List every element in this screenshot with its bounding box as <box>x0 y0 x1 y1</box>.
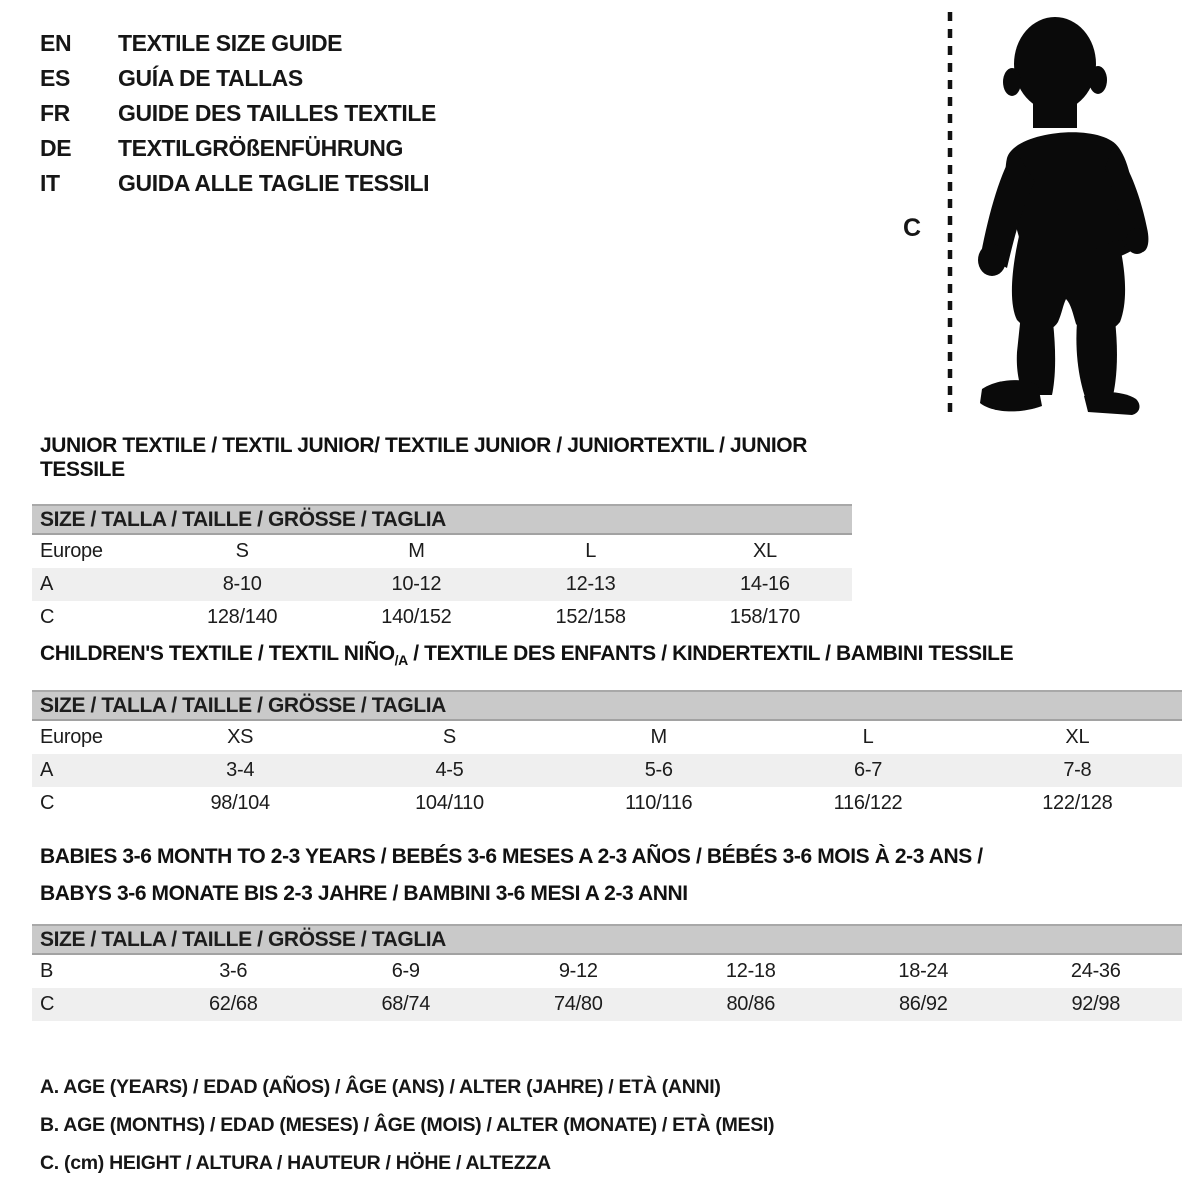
language-row-de <box>40 131 436 166</box>
table-row-europe <box>32 535 852 568</box>
language-title-list <box>40 26 436 201</box>
row-label: C <box>40 993 55 1015</box>
cell: M <box>650 726 667 749</box>
section-babies <box>32 845 1182 1021</box>
footnote-b: B. AGE (MONTHS) / EDAD (MESES) / ÂGE (MOIS) / ALTER (MONATE) / ETÀ (MESI) <box>40 1113 775 1136</box>
cell: XL <box>1065 726 1090 749</box>
language-code: DE <box>40 135 72 161</box>
language-row-fr <box>40 96 436 131</box>
cell: 140/152 <box>381 606 452 628</box>
footnote-c: C. (cm) HEIGHT / ALTURA / HAUTEUR / HÖHE / ALTEZZA <box>40 1151 551 1174</box>
cell: XS <box>227 726 254 749</box>
cell: 104/110 <box>415 792 484 815</box>
language-title: TEXTILE SIZE GUIDE <box>118 30 343 56</box>
language-title: GUIDE DES TAILLES TEXTILE <box>118 100 436 126</box>
cell: S <box>442 726 456 749</box>
language-title: GUIDA ALLE TAGLIE TESSILI <box>118 170 430 196</box>
section-children <box>32 642 1182 820</box>
language-code: IT <box>40 170 60 196</box>
cell: 80/86 <box>726 993 776 1015</box>
language-code: ES <box>40 65 70 91</box>
junior-size-table <box>32 535 852 634</box>
row-label: B <box>40 960 54 982</box>
cell: 116/122 <box>833 792 903 815</box>
table-row-age <box>32 568 852 601</box>
title-part: CHILDREN'S TEXTILE / TEXTIL NIÑO <box>40 642 395 665</box>
title-part: / TEXTILE DES ENFANTS / KINDERTEXTIL / BAMBINI TESSILE <box>407 642 1014 665</box>
row-label: Europe <box>40 726 103 749</box>
table-row-age-months <box>32 955 1182 988</box>
cell: 6-7 <box>854 759 883 782</box>
cell: L <box>585 540 597 562</box>
language-code: FR <box>40 100 70 126</box>
cell: 128/140 <box>207 606 278 628</box>
height-measure-label: C <box>903 214 922 242</box>
table-row-height <box>32 601 852 634</box>
section-title-junior: JUNIOR TEXTILE / TEXTIL JUNIOR/ TEXTILE JUNIOR / JUNIORTEXTIL / JUNIOR TESSILE <box>40 434 807 481</box>
footnotes <box>40 1068 774 1182</box>
cell: 92/98 <box>1071 993 1121 1015</box>
cell: 8-10 <box>222 573 262 595</box>
baby-silhouette <box>895 4 1185 428</box>
size-header-bar: SIZE / TALLA / TAILLE / GRÖSSE / TAGLIA <box>32 924 1182 955</box>
cell: 86/92 <box>898 993 948 1015</box>
cell: 110/116 <box>625 792 693 815</box>
section-title-children <box>32 642 1182 668</box>
cell: 74/80 <box>553 993 603 1015</box>
cell: 10-12 <box>391 573 442 595</box>
row-label: Europe <box>40 540 103 562</box>
cell: 152/158 <box>555 606 626 628</box>
cell: 9-12 <box>558 960 598 982</box>
cell: 3-4 <box>226 759 255 782</box>
row-label: A <box>40 759 54 782</box>
size-header-bar: SIZE / TALLA / TAILLE / GRÖSSE / TAGLIA <box>32 504 852 535</box>
cell: 4-5 <box>435 759 464 782</box>
table-row-height <box>32 787 1182 820</box>
cell: 122/128 <box>1042 792 1113 815</box>
cell: 24-36 <box>1070 960 1121 982</box>
cell: 18-24 <box>898 960 949 982</box>
language-title: TEXTILGRÖßENFÜHRUNG <box>118 135 403 161</box>
cell: 14-16 <box>740 573 790 595</box>
title-subscript: /A <box>394 652 408 669</box>
cell: 3-6 <box>219 960 248 982</box>
language-row-it <box>40 166 436 201</box>
cell: L <box>862 726 874 749</box>
language-title: GUÍA DE TALLAS <box>118 65 303 91</box>
section-title-babies-line2: BABYS 3-6 MONATE BIS 2-3 JAHRE / BAMBINI 3-6 MESI A 2-3 ANNI <box>40 882 688 905</box>
cell: 68/74 <box>381 993 431 1015</box>
table-row-age <box>32 754 1182 787</box>
cell: S <box>235 540 249 562</box>
row-label: C <box>40 792 55 815</box>
language-row-es <box>40 61 436 96</box>
section-title-babies-line1: BABIES 3-6 MONTH TO 2-3 YEARS / BEBÉS 3-6 MESES A 2-3 AÑOS / BÉBÉS 3-6 MOIS À 2-3 ANS / <box>40 845 983 868</box>
table-row-europe <box>32 721 1182 754</box>
footnote-a: A. AGE (YEARS) / EDAD (AÑOS) / ÂGE (ANS) / ALTER (JAHRE) / ETÀ (ANNI) <box>40 1075 721 1098</box>
cell: 158/170 <box>729 606 800 628</box>
babies-size-table <box>32 955 1182 1021</box>
cell: 7-8 <box>1063 759 1092 782</box>
language-code: EN <box>40 30 72 56</box>
table-row-height <box>32 988 1182 1021</box>
cell: 5-6 <box>644 759 673 782</box>
cell: 62/68 <box>208 993 258 1015</box>
size-header-bar: SIZE / TALLA / TAILLE / GRÖSSE / TAGLIA <box>32 690 1182 721</box>
cell: 12-13 <box>565 573 616 595</box>
cell: XL <box>752 540 777 562</box>
row-label: C <box>40 606 55 628</box>
cell: 98/104 <box>210 792 270 815</box>
cell: M <box>408 540 425 562</box>
section-junior <box>32 434 852 634</box>
row-label: A <box>40 573 54 595</box>
cell: 12-18 <box>725 960 776 982</box>
cell: 6-9 <box>391 960 420 982</box>
children-size-table <box>32 721 1182 820</box>
language-row-en <box>40 26 436 61</box>
